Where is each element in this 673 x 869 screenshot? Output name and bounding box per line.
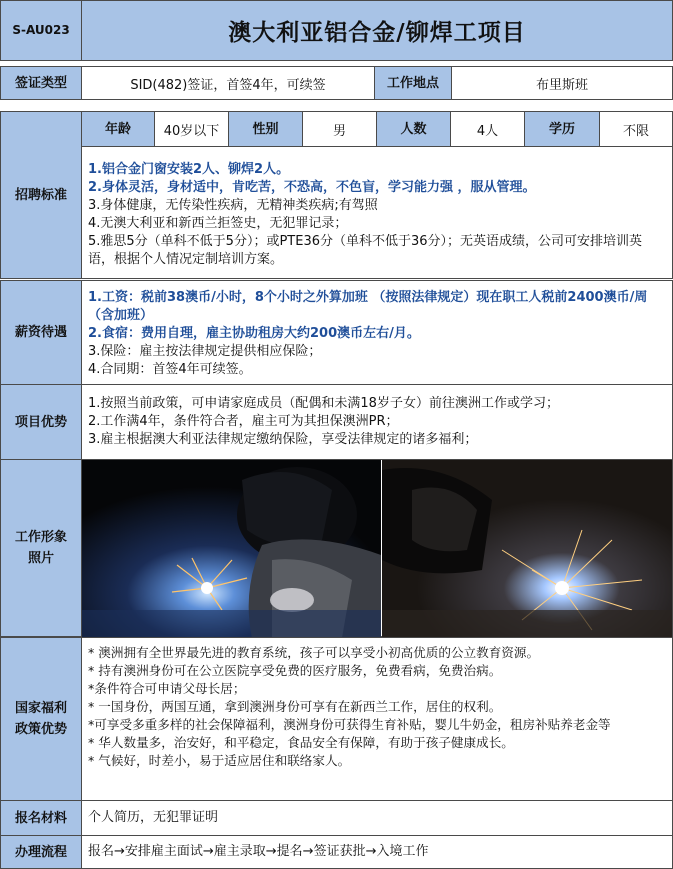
welfare-line: * 持有澳洲身份可在公立医院享受免费的医疗服务，免费看病，免费治病。 (88, 663, 502, 678)
title-cell (81, 0, 673, 61)
education-label: 学历 (548, 121, 575, 137)
process-content (81, 835, 673, 869)
welfare-line: * 华人数量多，治安好，和平稳定，食品安全有保障，有助于孩子健康成长。 (88, 735, 514, 750)
process-label: 办理流程 (14, 844, 67, 860)
count-label-cell (376, 111, 451, 147)
photos-label: 工作形象照片 (14, 530, 67, 566)
count-value-cell (450, 111, 525, 147)
education-value: 不限 (622, 123, 649, 139)
recruitment-line: 5.雅思5分（单科不低于5分）；或PTE36分（单科不低于36分）；无英语成绩，公司可安排培训英语，根据个人情况定制培训方案。 (88, 234, 643, 267)
recruitment-line: 1.铝合金门窗安装2人、铆焊2人。 (88, 162, 290, 177)
welfare-line: *可享受多重多样的社会保障福利，澳洲身份可获得生育补贴，婴儿牛奶金，租房补贴养老金等 (88, 717, 611, 732)
process-value: 报名→安排雇主面试→雇主录取→提名→签证获批→入境工作 (88, 844, 429, 859)
recruitment-line: 2.身体灵活，身材适中，肯吃苦，不恐高，不色盲，学习能力强 ，服从管理。 (88, 180, 536, 195)
welder-photo-left (82, 460, 381, 638)
advantages-label-cell (0, 384, 82, 460)
age-value: 40岁以下 (163, 123, 220, 139)
advantage-line: 1.按照当前政策，可申请家庭成员（配偶和未满18岁子女）前往澳洲工作或学习； (88, 396, 559, 411)
materials-content (81, 800, 673, 836)
page-title: 澳大利亚铝合金/铆焊工项目 (228, 20, 526, 46)
welfare-line: * 一国身份，两国互通，拿到澳洲身份可享有在新西兰工作，居住的权利。 (88, 699, 502, 714)
gender-value: 男 (332, 123, 346, 139)
salary-line: 4.合同期：首签4年可续签。 (88, 362, 252, 377)
age-label-cell (81, 111, 155, 147)
visa-value-cell (81, 66, 375, 100)
recruitment-line: 4.无澳大利亚和新西兰拒签史，无犯罪记录； (88, 216, 348, 231)
salary-label: 薪资待遇 (14, 325, 67, 340)
salary-line: 1.工资：税前38澳币/小时，8个小时之外算加班 （按照法律规定）现在职工人税前2400澳币/周（含加班） (88, 290, 648, 323)
age-value-cell (154, 111, 229, 147)
count-value: 4人 (476, 123, 499, 139)
advantages-content (81, 384, 673, 460)
recruitment-line: 3.身体健康，无传染性疾病，无精神类疾病;有驾照 (88, 198, 378, 213)
location-value: 布里斯班 (535, 77, 588, 93)
welfare-line: * 气候好，时差小，易于适应居住和联络家人。 (88, 753, 351, 768)
education-label-cell (524, 111, 600, 147)
welfare-label: 国家福利政策优势 (14, 701, 67, 737)
visa-label: 签证类型 (14, 75, 67, 91)
count-label: 人数 (400, 121, 427, 137)
location-value-cell (451, 66, 673, 100)
education-value-cell (599, 111, 673, 147)
salary-content (81, 280, 673, 385)
materials-value: 个人简历，无犯罪证明 (88, 810, 219, 825)
welder-image (82, 460, 381, 638)
project-code-cell (0, 0, 82, 61)
welding-sparks-image (382, 460, 672, 638)
welfare-content (81, 637, 673, 801)
recruitment-content (81, 146, 673, 279)
materials-label-cell (0, 800, 82, 836)
photos-label-cell (0, 459, 82, 637)
recruitment-label: 招聘标准 (14, 187, 67, 203)
gender-value-cell (302, 111, 377, 147)
age-label: 年龄 (104, 121, 131, 137)
location-label-cell (374, 66, 452, 100)
visa-label-cell (0, 66, 82, 100)
welder-photo-right (382, 460, 672, 638)
welfare-line: *条件符合可申请父母长居； (88, 681, 246, 696)
project-code: S-AU023 (12, 23, 70, 37)
gender-label-cell (228, 111, 303, 147)
salary-line: 3.保险：雇主按法律规定提供相应保险； (88, 344, 322, 359)
advantages-label: 项目优势 (14, 414, 67, 430)
advantage-line: 3.雇主根据澳大利亚法律规定缴纳保险，享受法律规定的诸多福利； (88, 432, 478, 447)
salary-line: 2.食宿：费用自理，雇主协助租房大约200澳币左右/月。 (88, 326, 420, 341)
process-label-cell (0, 835, 82, 869)
advantage-line: 2.工作满4年，条件符合者，雇主可为其担保澳洲PR； (88, 414, 399, 429)
gender-label: 性别 (252, 121, 279, 137)
materials-label: 报名材料 (14, 810, 67, 826)
recruitment-label-cell (0, 111, 82, 279)
welfare-label-cell (0, 637, 82, 801)
salary-label-cell (0, 280, 82, 385)
visa-value: SID(482)签证，首签4年，可续签 (130, 77, 326, 93)
welfare-line: * 澳洲拥有全世界最先进的教育系统，孩子可以享受小初高优质的公立教育资源。 (88, 645, 540, 660)
location-label: 工作地点 (386, 75, 439, 91)
